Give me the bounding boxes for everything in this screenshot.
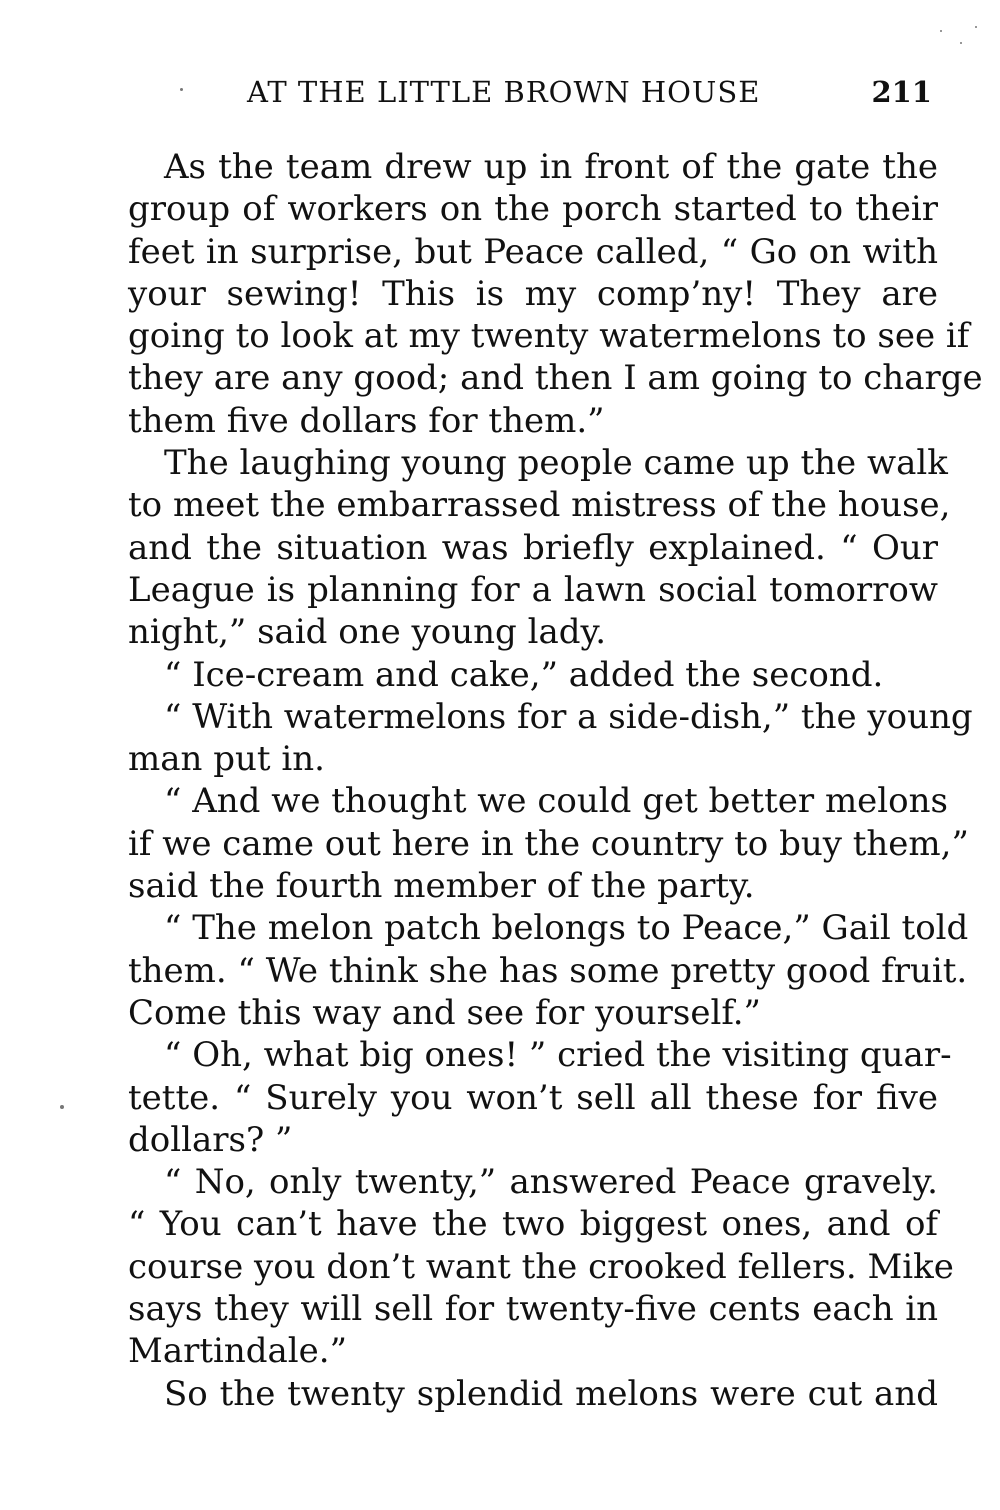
text-line: course you don’t want the crooked fellers. Mike [128,1246,954,1287]
text-line: going to look at my twenty watermelons to see if [128,316,970,357]
text-line: So the twenty splendid melons were cut and [164,1373,938,1414]
text-line: tette. “ Surely you won’t sell all these for five [128,1077,938,1118]
text-line: them five dollars for them.” [128,400,605,441]
text-line: if we came out here in the country to buy them,” [128,823,969,864]
scan-speck [180,88,183,91]
text-line: “ Oh, what big ones! ” cried the visiting quar- [164,1035,952,1076]
text-line: “ With watermelons for a side-dish,” the young [164,696,973,737]
page-number: 211 [871,75,932,109]
text-line: feet in surprise, but Peace called, “ Go on with [128,231,938,272]
text-line: “ The melon patch belongs to Peace,” Gail told [164,908,969,949]
text-line: Martindale.” [128,1331,347,1372]
text-line: them. “ We think she has some pretty good fruit. [128,950,968,991]
text-line: group of workers on the porch started to their [128,189,938,230]
page-header [220,75,932,115]
scan-speck [60,1105,64,1109]
text-line: to meet the embarrassed mistress of the house, [128,485,951,526]
scan-speck [960,42,962,44]
text-line: they are any good; and then I am going to charge [128,358,983,399]
body-text [128,146,983,1415]
text-line: “ No, only twenty,” answered Peace gravely. [164,1162,938,1203]
text-line: Come this way and see for yourself.” [128,992,761,1033]
text-line: man put in. [128,739,325,780]
text-line: League is planning for a lawn social tomorrow [128,569,938,610]
text-line: The laughing young people came up the walk [164,443,948,484]
scan-speck [940,30,942,32]
text-line: says they will sell for twenty-five cents each in [128,1289,938,1330]
text-line: night,” said one young lady. [128,612,607,653]
text-line: “ And we thought we could get better melons [164,781,948,822]
text-line: said the fourth member of the party. [128,866,755,907]
text-line: your sewing! This is my comp’ny! They are [128,273,938,314]
running-head: AT THE LITTLE BROWN HOUSE [247,75,761,109]
text-line: “ Ice-cream and cake,” added the second. [164,654,884,695]
text-line: dollars? ” [128,1119,293,1160]
text-line: As the team drew up in front of the gate the [164,147,938,187]
text-line: and the situation was briefly explained. “ Our [128,527,938,568]
text-line: “ You can’t have the two biggest ones, and of [128,1204,938,1245]
scan-speck [975,26,977,28]
